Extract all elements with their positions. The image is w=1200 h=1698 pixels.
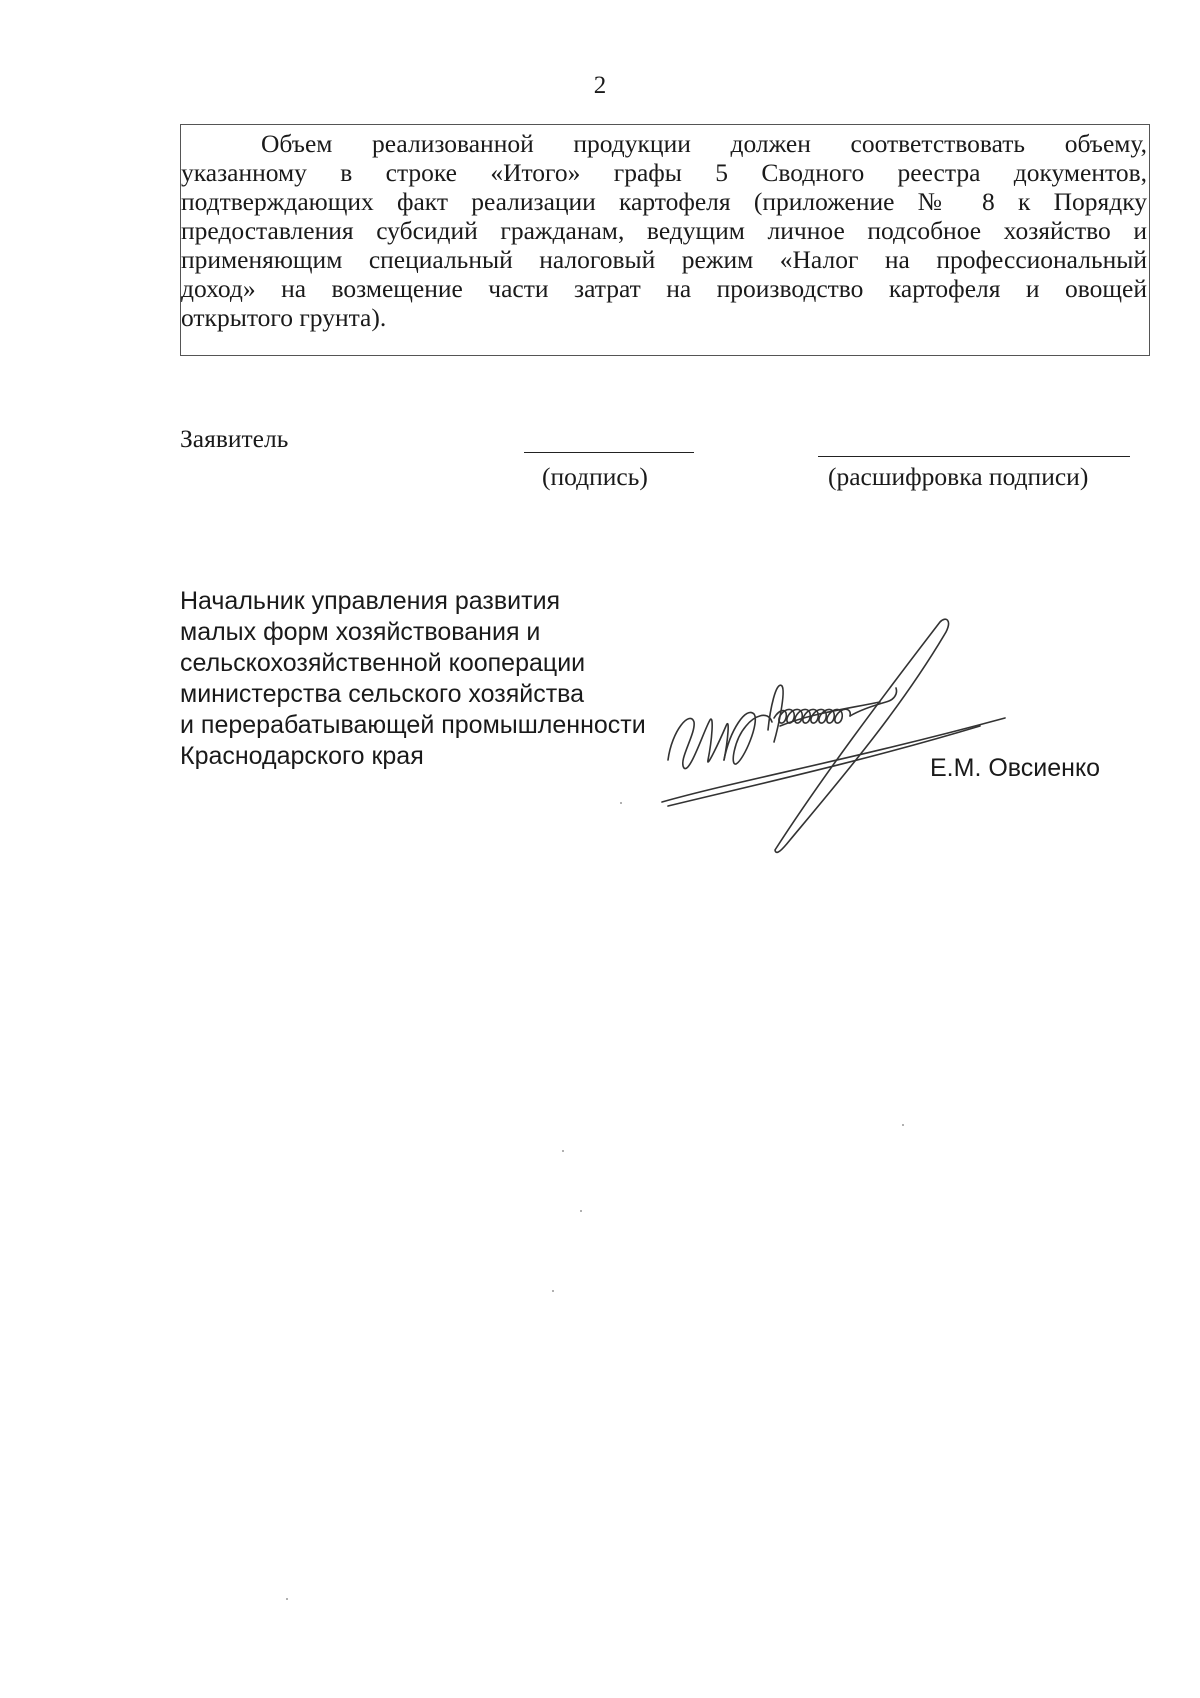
note-line: подтверждающих факт реализации картофеля (приложение № 8 к Порядку <box>181 187 1147 216</box>
decryption-caption: (расшифровка подписи) <box>828 462 1089 491</box>
decryption-line <box>818 456 1130 457</box>
official-title-line: министерства сельского хозяйства <box>180 680 585 708</box>
official-title-line: и перерабатывающей промышленности <box>180 711 646 739</box>
signature-line <box>524 452 694 453</box>
signature-caption: (подпись) <box>542 462 648 491</box>
note-line: применяющим специальный налоговый режим «Налог на профессиональный <box>181 245 1147 274</box>
note-line: Объем реализованной продукции должен соответствовать объему, <box>261 129 1147 158</box>
official-title-line: Краснодарского края <box>180 742 424 770</box>
scan-speck <box>620 802 622 804</box>
official-title-line: малых форм хозяйствования и <box>180 618 541 646</box>
note-line: доход» на возмещение части затрат на производство картофеля и овощей <box>181 274 1147 303</box>
official-title-line: сельскохозяйственной кооперации <box>180 649 586 677</box>
official-title-line: Начальник управления развития <box>180 587 561 615</box>
scan-speck <box>902 1124 904 1126</box>
note-line: предоставления субсидий гражданам, ведущим личное подсобное хозяйство и <box>181 216 1147 245</box>
note-line: указанному в строке «Итого» графы 5 Сводного реестра документов, <box>181 158 1147 187</box>
scan-speck <box>286 1598 288 1600</box>
applicant-label: Заявитель <box>180 424 289 453</box>
scan-speck <box>562 1150 564 1152</box>
official-title <box>180 586 646 772</box>
scan-speck <box>552 1290 554 1292</box>
note-line: открытого грунта). <box>181 303 387 332</box>
official-name: Е.М. Овсиенко <box>930 754 1101 782</box>
handwritten-signature <box>650 610 1010 860</box>
note-box <box>180 124 1150 356</box>
scan-speck <box>580 1210 582 1212</box>
page-number: 2 <box>593 72 607 99</box>
